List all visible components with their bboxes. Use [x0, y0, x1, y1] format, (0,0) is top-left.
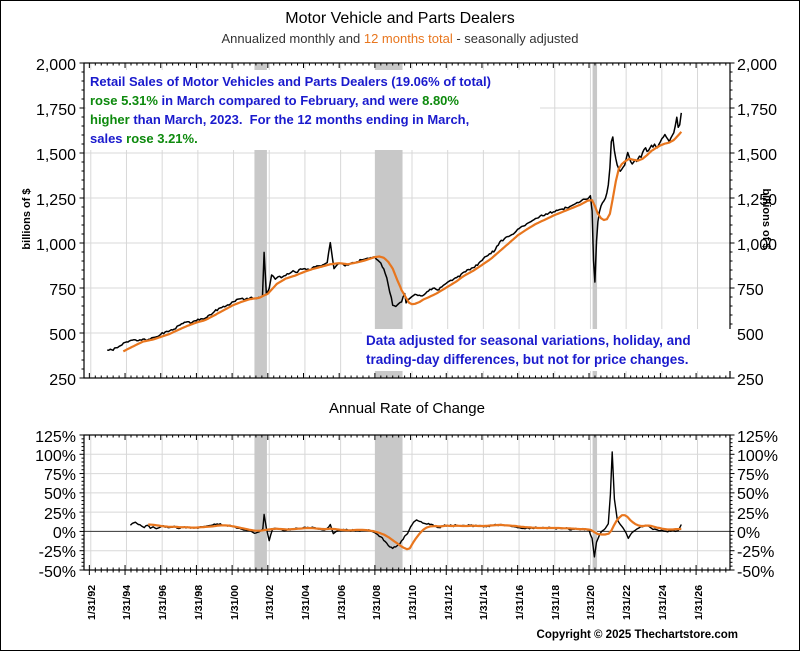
annotation-segment: rose 3.21%.	[126, 131, 198, 146]
annotation-segment: in March compared to February, and were	[157, 93, 423, 108]
y-tick-label: 500	[49, 326, 76, 344]
y-tick-label: 125%	[737, 428, 778, 446]
lower-chart-title: Annual Rate of Change	[329, 400, 485, 417]
x-tick-label: 1/31/92	[85, 584, 98, 620]
page-title: Motor Vehicle and Parts Dealers	[285, 10, 515, 27]
x-tick-label: 1/31/02	[264, 584, 277, 620]
annotation-segment: Data adjusted for seasonal variations, holiday, and	[366, 333, 691, 348]
y-tick-label: 250	[737, 371, 764, 389]
y-tick-label: 50%	[43, 486, 76, 504]
subtitle-prefix: Annualized monthly and	[221, 31, 364, 46]
y-tick-label: 1,500	[737, 146, 778, 164]
y-tick-label: -50%	[38, 563, 76, 581]
x-tick-label: 1/31/12	[442, 584, 455, 620]
y-tick-label: 750	[49, 281, 76, 299]
y-tick-label: 2,000	[737, 56, 778, 74]
x-tick-label: 1/31/98	[192, 584, 205, 620]
y-tick-label: 25%	[43, 505, 76, 523]
x-tick-label: 1/31/18	[549, 584, 562, 620]
y-tick-label: 75%	[737, 467, 770, 485]
y-tick-label: 100%	[737, 447, 778, 465]
page-subtitle	[0, 31, 800, 46]
y-tick-label: 0%	[52, 524, 76, 542]
y-tick-label: 250	[49, 371, 76, 389]
subtitle-highlight: 12 months total	[363, 31, 453, 46]
annotation-segment: sales	[90, 131, 127, 146]
x-tick-label: 1/31/00	[228, 584, 241, 620]
annotation-retail-sales	[86, 70, 540, 150]
upper-ylabel-left: billions of $	[21, 188, 33, 250]
x-tick-label: 1/31/08	[371, 584, 384, 620]
y-tick-label: 0%	[737, 524, 761, 542]
annotation-segment: rose 5.31%	[90, 93, 158, 108]
y-tick-label: 1,000	[737, 236, 778, 254]
x-tick-label: 1/31/96	[157, 584, 170, 620]
annotation-segment: Retail Sales of Motor Vehicles and Parts Dealers (19.06% of total)	[90, 74, 491, 89]
y-tick-label: 750	[737, 281, 764, 299]
annotation-data-adjusted	[362, 329, 742, 371]
annotation-segment: higher	[90, 112, 130, 127]
y-tick-label: -25%	[737, 544, 775, 562]
y-tick-label: 1,250	[737, 191, 778, 209]
x-tick-label: 1/31/16	[514, 584, 527, 620]
y-tick-label: 100%	[35, 447, 76, 465]
series-annualized-monthly	[130, 452, 681, 557]
y-tick-label: 50%	[737, 486, 770, 504]
y-tick-label: 1,750	[35, 101, 76, 119]
x-tick-label: 1/31/14	[478, 584, 491, 620]
x-tick-label: 1/31/04	[299, 584, 312, 620]
subtitle-suffix: - seasonally adjusted	[452, 31, 579, 46]
y-tick-label: 75%	[43, 467, 76, 485]
y-tick-label: -25%	[38, 544, 76, 562]
annotation-segment: than March, 2023. For the 12 months ending in March,	[129, 112, 470, 127]
y-tick-label: 1,500	[35, 146, 76, 164]
upper-ylabel-right: billions of $	[760, 188, 772, 250]
x-tick-label: 1/31/06	[335, 584, 348, 620]
annotation-segment: 8.80%	[422, 93, 459, 108]
annotation-segment: trading-day differences, but not for price changes.	[366, 352, 689, 367]
x-tick-label: 1/31/10	[406, 584, 419, 620]
y-tick-label: 2,000	[35, 56, 76, 74]
x-tick-label: 1/31/20	[585, 584, 598, 620]
y-tick-label: -50%	[737, 563, 775, 581]
copyright: Copyright © 2025 Thechartstore.com	[536, 629, 738, 641]
y-tick-label: 1,750	[737, 101, 778, 119]
y-tick-label: 125%	[35, 428, 76, 446]
y-tick-label: 25%	[737, 505, 770, 523]
y-tick-label: 1,250	[35, 191, 76, 209]
x-tick-label: 1/31/22	[621, 584, 634, 620]
x-tick-label: 1/31/24	[656, 584, 669, 620]
y-tick-label: 500	[737, 326, 764, 344]
y-tick-label: 1,000	[35, 236, 76, 254]
x-tick-label: 1/31/26	[692, 584, 705, 620]
x-tick-label: 1/31/94	[121, 584, 134, 620]
